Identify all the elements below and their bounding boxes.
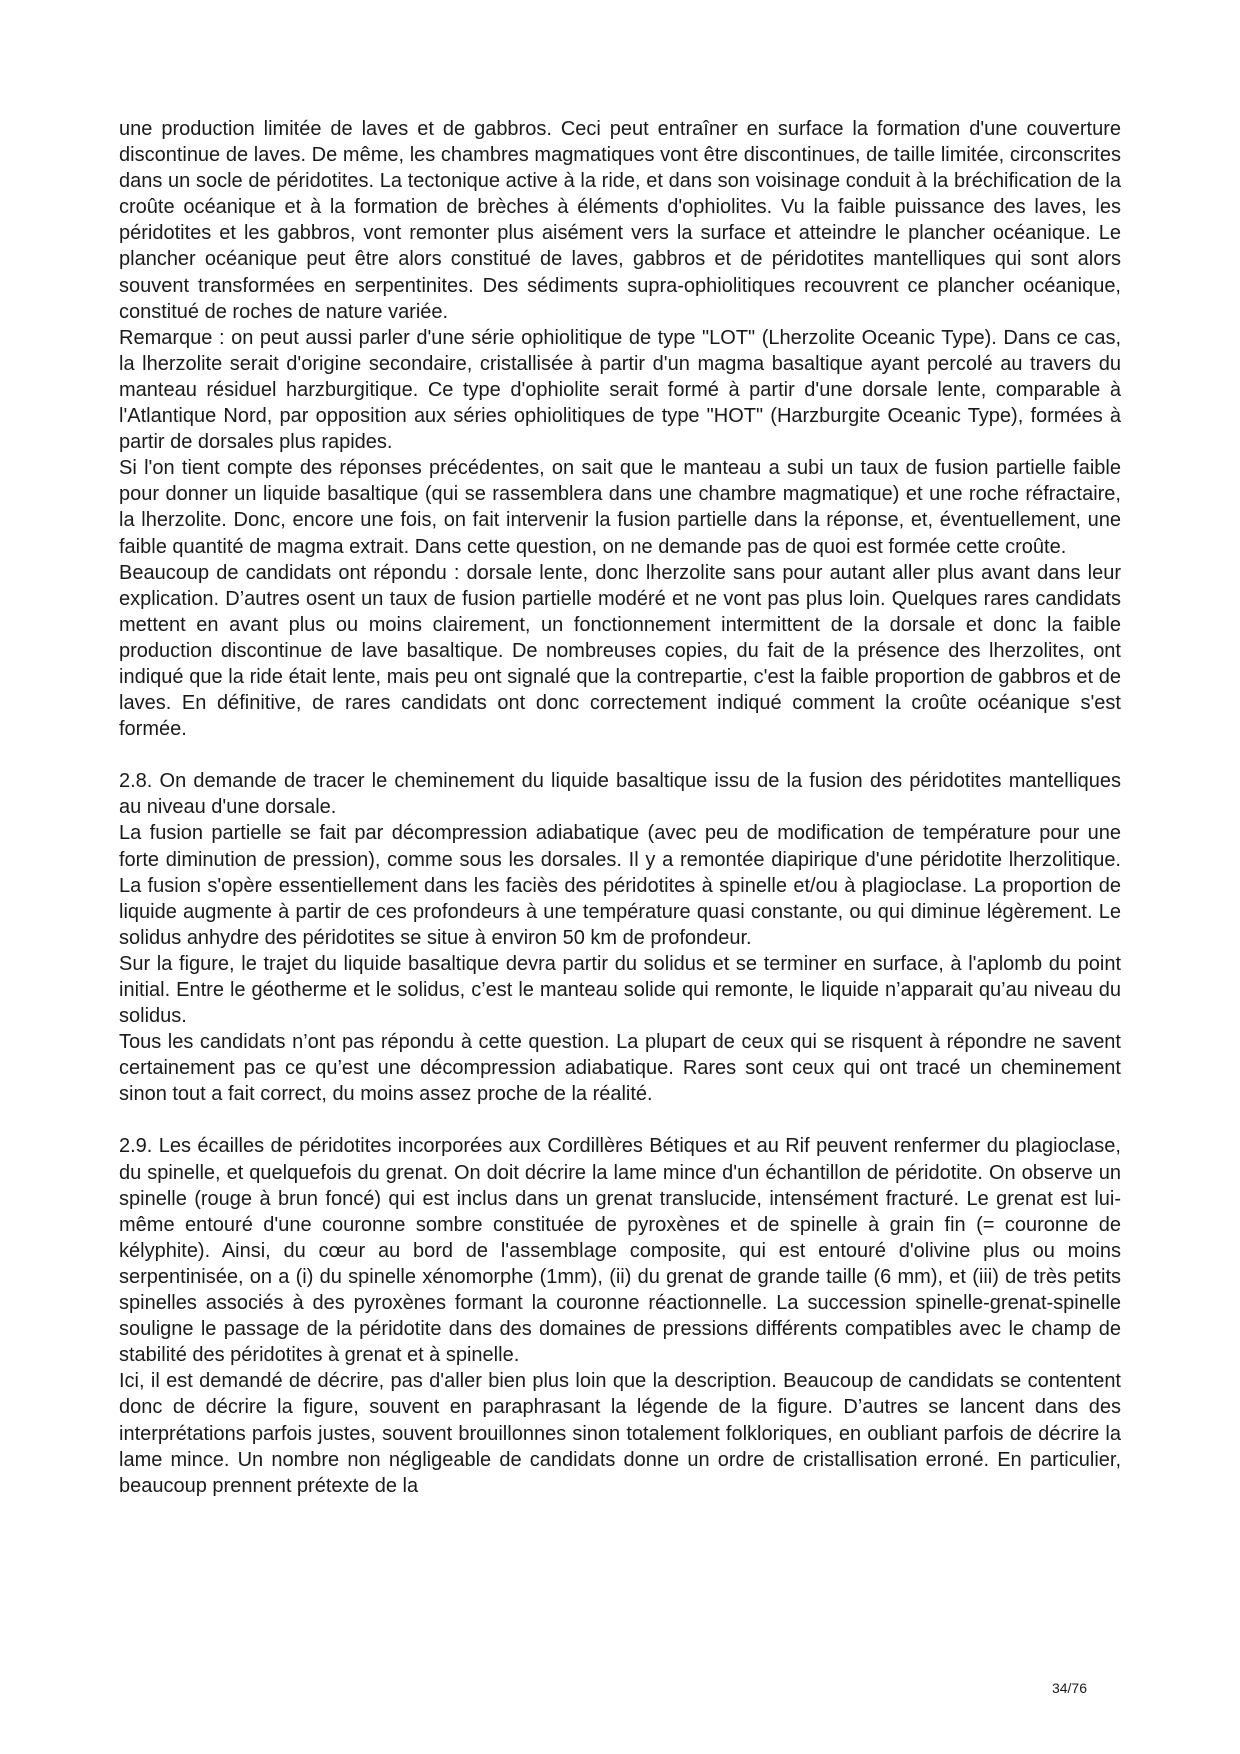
paragraph-fusion-partielle: Si l'on tient compte des réponses précédentes, on sait que le manteau a subi un taux de fusion partielle faible pour donner un liquide basaltique (qui se rassemblera dans une chambre magmatique) et une roche réfractaire, la lherzolite. Donc, encore une fois, on fait intervenir la fusion partielle dans la réponse, et, éventuellement, une faible quantité de magma extrait. Dans cette question, on ne demande pas de quoi est formée cette croûte. bbox=[119, 457, 1121, 558]
paragraph-remarque-lot: Remarque : on peut aussi parler d'une série ophiolitique de type "LOT" (Lherzolite Oceanic Type). Dans ce cas, la lherzolite serait d'origine secondaire, cristallisée à partir d'un magma basaltique ayant percolé au travers du manteau résiduel harzburgitique. Ce type d'ophiolite serait formé à partir d'une dorsale lente, comparable à l'Atlantique Nord, par opposition aux séries ophiolitiques de type "HOT" (Harzburgite Oceanic Type), formées à partir de dorsales plus rapides. bbox=[119, 326, 1121, 454]
paragraph-question-2-9: 2.9. Les écailles de péridotites incorporées aux Cordillères Bétiques et au Rif peuvent renfermer du plagioclase, du spinelle, et quelquefois du grenat. On doit décrire la lame mince d'un échantillon de péridotite. On observe un spinelle (rouge à brun foncé) qui est inclus dans un grenat translucide, intensément fracturé. Le grenat est lui-même entouré d'une couronne sombre constituée de pyroxènes et de spinelle à grain fin (= couronne de kélyphite). Ainsi, du cœur au bord de l'assemblage composite, qui est entouré d'olivine plus ou moins serpentinisée, on a (i) du spinelle xénomorphe (1mm), (ii) du grenat de grande taille (6 mm), et (iii) de très petits spinelles associés à des pyroxènes formant la couronne réactionnelle. La succession spinelle-grenat-spinelle souligne le passage de la péridotite dans des domaines de pressions différents compatibles avec le champ de stabilité des péridotites à grenat et à spinelle. bbox=[119, 1135, 1121, 1367]
paragraph-decompression-adiabatique: La fusion partielle se fait par décompression adiabatique (avec peu de modification de température pour une forte diminution de pression), comme sous les dorsales. Il y a remontée diapirique d'une péridotite lherzolitique. La fusion s'opère essentiellement dans les faciès des péridotites à spinelle et/ou à plagioclase. La proportion de liquide augmente à partir de ces profondeurs à une température quasi constante, ou qui diminue légèrement. Le solidus anhydre des péridotites se situe à environ 50 km de profondeur. bbox=[119, 822, 1121, 949]
paragraph-candidats-2-8: Tous les candidats n’ont pas répondu à cette question. La plupart de ceux qui se risquent à répondre ne savent certainement pas ce qu’est une décompression adiabatique. Rares sont ceux qui ont tracé un cheminement sinon tout a fait correct, du moins assez proche de la réalité. bbox=[119, 1031, 1121, 1106]
paragraph-ophiolite-formation: une production limitée de laves et de gabbros. Ceci peut entraîner en surface la formation d'une couverture discontinue de laves. De même, les chambres magmatiques vont être discontinues, de taille limitée, circonscrites dans un socle de péridotites. La tectonique active à la ride, et dans son voisinage conduit à la bréchification de la croûte océanique et à la formation de brèches à éléments d'ophiolites. Vu la faible puissance des laves, les péridotites et les gabbros, vont remonter plus aisément vers la surface et atteindre le plancher océanique. Le plancher océanique peut être alors constitué de laves, gabbros et de péridotites mantelliques qui sont alors souvent transformées en serpentinites. Des sédiments supra-ophiolitiques recouvrent ce plancher océanique, constitué de roches de nature variée. bbox=[119, 118, 1121, 323]
paragraph-trajet-liquide: Sur la figure, le trajet du liquide basaltique devra partir du solidus et se terminer en surface, à l'aplomb du point initial. Entre le géotherme et le solidus, c’est le manteau solide qui remonte, le liquide n’apparait qu’au niveau du solidus. bbox=[119, 952, 1121, 1028]
body-text bbox=[119, 116, 1121, 1499]
paragraph-candidats-2-9: Ici, il est demandé de décrire, pas d'aller bien plus loin que la description. Beaucoup de candidats se contentent donc de décrire la figure, souvent en paraphrasant la légende de la figure. D’autres se lancent dans des interprétations parfois justes, souvent brouillonnes sinon totalement folkloriques, en oubliant parfois de décrire la lame mince. Un nombre non négligeable de candidats donne un ordre de cristallisation erroné. En particulier, beaucoup prennent prétexte de la bbox=[119, 1370, 1121, 1497]
page-number: 34/76 bbox=[1051, 1680, 1087, 1696]
paragraph-candidats-reponses: Beaucoup de candidats ont répondu : dorsale lente, donc lherzolite sans pour autant aller plus avant dans leur explication. D’autres osent un taux de fusion partielle modéré et ne vont pas plus loin. Quelques rares candidats mettent en avant plus ou moins clairement, un fonctionnement intermittent de la dorsale et donc la faible production discontinue de lave basaltique. De nombreuses copies, du fait de la présence des lherzolites, ont indiqué que la ride était lente, mais peu ont signalé que la contrepartie, c'est la faible proportion de gabbros et de laves. En définitive, de rares candidats ont donc correctement indiqué comment la croûte océanique s'est formée. bbox=[119, 561, 1121, 741]
paragraph-question-2-8: 2.8. On demande de tracer le cheminement du liquide basaltique issu de la fusion des péridotites mantelliques au niveau d'une dorsale. bbox=[119, 770, 1121, 819]
